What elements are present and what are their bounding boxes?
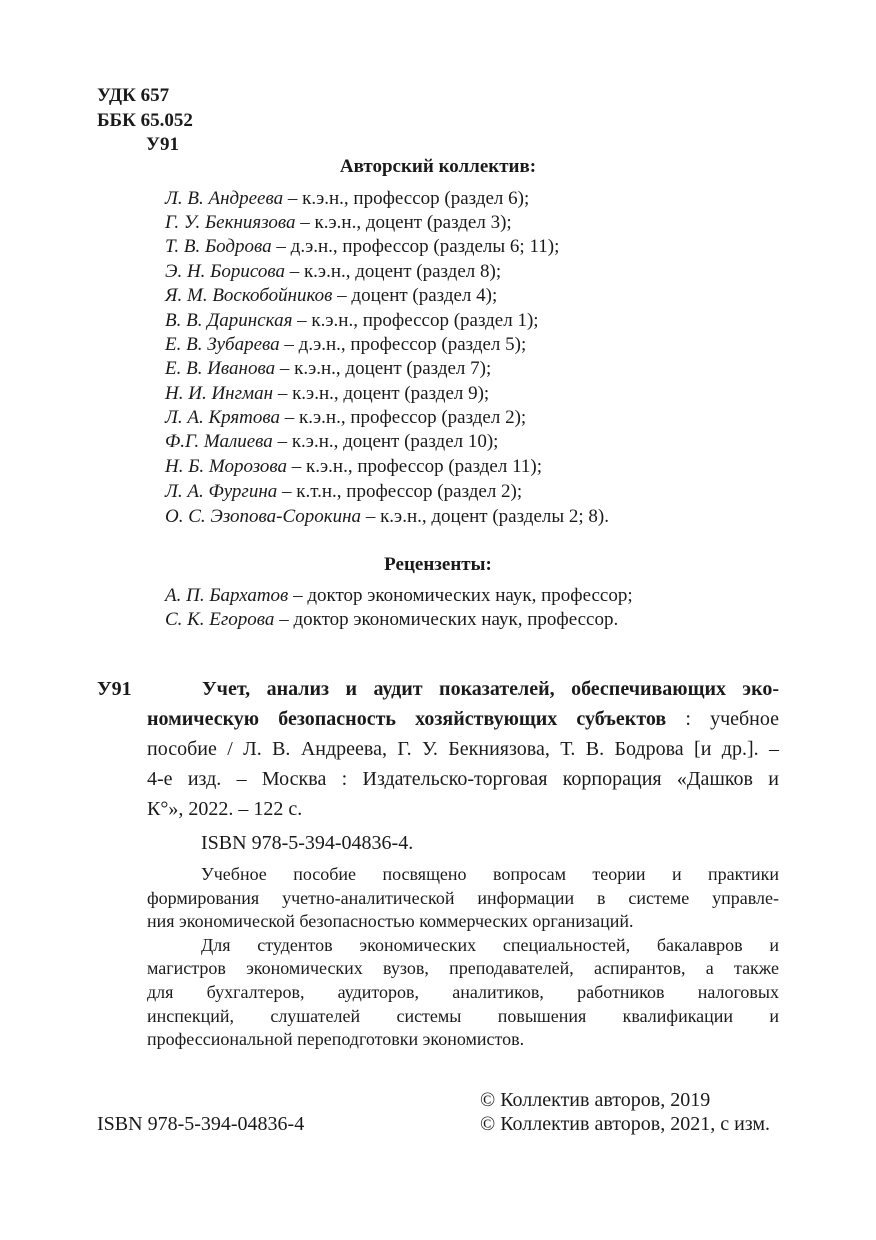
author-info: – к.э.н., профессор (раздел 6); [283, 188, 530, 209]
abstract [147, 863, 779, 1052]
author-name: Ф.Г. Малиева [165, 431, 273, 452]
abstract-line: Для студентов экономических специальностей, бакалавров и [201, 934, 779, 955]
copyright-line: © Коллектив авторов, 2021, с изм. [480, 1113, 771, 1135]
bibliography-title-line: Учет, анализ и аудит показателей, обеспечивающих эко- [202, 678, 779, 700]
author-name: Э. Н. Борисова [165, 261, 285, 282]
author-info: – к.э.н., профессор (раздел 1); [292, 310, 539, 331]
author-name: О. С. Эзопова-Сорокина [165, 506, 362, 527]
author-name: Н. Б. Морозова [165, 456, 288, 477]
bibliography-code: У91 [97, 678, 132, 700]
reviewer-name: С. К. Егорова [165, 609, 275, 630]
author-name: Л. А. Крятова [165, 407, 281, 428]
author-line [165, 382, 489, 406]
reviewer-line [165, 584, 633, 608]
author-name: Г. У. Бекниязова [165, 212, 296, 233]
abstract-line: магистров экономических вузов, преподавателей, аспирантов, а также [147, 958, 779, 979]
bibliography-title-rest: : учебное [666, 708, 780, 730]
author-info: – к.э.н., доцент (раздел 9); [273, 383, 490, 404]
bibliography-line: К°», 2022. – 122 с. [147, 798, 303, 820]
author-name: Л. В. Андреева [165, 188, 284, 209]
reviewer-line [165, 608, 618, 632]
author-line [165, 505, 609, 529]
author-line [165, 309, 539, 333]
author-line [165, 260, 501, 284]
udk-code: УДК 657 [97, 85, 170, 106]
bibliography-title-bold: номическую безопасность хозяйствующих субъектов [147, 708, 667, 730]
author-line [165, 333, 526, 357]
author-info: – д.э.н., профессор (разделы 6; 11); [271, 236, 560, 257]
bibliography-line: пособие / Л. В. Андреева, Г. У. Бекниязова, Т. В. Бодрова [и др.]. – [147, 738, 779, 760]
reviewer-info: – доктор экономических наук, профессор; [288, 585, 633, 606]
author-info: – доцент (раздел 4); [332, 285, 498, 306]
footer-isbn: ISBN 978-5-394-04836-4 [97, 1113, 305, 1135]
author-info: – к.э.н., доцент (разделы 2; 8). [361, 506, 609, 527]
author-info: – к.э.н., профессор (раздел 11); [287, 456, 542, 477]
author-name: Н. И. Ингман [165, 383, 274, 404]
copyright-line: © Коллектив авторов, 2019 [480, 1089, 711, 1111]
author-line [165, 406, 526, 430]
author-info: – д.э.н., профессор (раздел 5); [279, 334, 527, 355]
bibliography-line: 4-е изд. – Москва : Издательско-торговая корпорация «Дашков и [147, 768, 779, 790]
author-line [165, 430, 498, 454]
abstract-line: для бухгалтеров, аудиторов, аналитиков, работников налоговых [147, 981, 779, 1002]
abstract-line: ния экономической безопасностью коммерческих организаций. [147, 911, 634, 932]
author-line [165, 211, 512, 235]
abstract-line: профессиональной переподготовки экономистов. [147, 1029, 525, 1050]
abstract-line: формирования учетно-аналитической информации в системе управле- [147, 887, 779, 908]
author-name: Е. В. Зубарева [165, 334, 280, 355]
bibliography-line [147, 704, 779, 734]
author-info: – к.э.н., доцент (раздел 3); [295, 212, 512, 233]
authors-heading: Авторский коллектив: [339, 156, 537, 177]
author-line [165, 235, 559, 259]
reviewers-heading: Рецензенты: [384, 554, 492, 575]
author-line [165, 455, 542, 479]
author-name: Я. М. Воскобойников [165, 285, 333, 306]
author-info: – к.э.н., доцент (раздел 7); [275, 358, 492, 379]
author-line [165, 480, 522, 504]
reviewer-name: А. П. Бархатов [165, 585, 289, 606]
author-info: – к.э.н., доцент (раздел 10); [272, 431, 499, 452]
bibliography-record [147, 704, 779, 824]
author-name: Т. В. Бодрова [165, 236, 272, 257]
bibliography-title-first [147, 674, 779, 704]
author-info: – к.э.н., доцент (раздел 8); [284, 261, 502, 282]
abstract-line: Учебное пособие посвящено вопросам теории и практики [201, 864, 779, 884]
author-name: В. В. Даринская [165, 310, 293, 331]
author-name: Л. А. Фургина [165, 481, 278, 502]
bibliography-isbn: ISBN 978-5-394-04836-4. [201, 832, 414, 854]
bbk-code: ББК 65.052 [97, 110, 193, 131]
reviewer-info: – доктор экономических наук, профессор. [274, 609, 619, 630]
author-line [165, 187, 529, 211]
author-info: – к.э.н., профессор (раздел 2); [280, 407, 527, 428]
author-line [165, 357, 491, 381]
author-info: – к.т.н., профессор (раздел 2); [277, 481, 523, 502]
author-name: Е. В. Иванова [165, 358, 276, 379]
author-line [165, 284, 497, 308]
abstract-line: инспекций, слушателей системы повышения квалификации и [147, 1005, 779, 1026]
author-mark: У91 [146, 134, 179, 155]
